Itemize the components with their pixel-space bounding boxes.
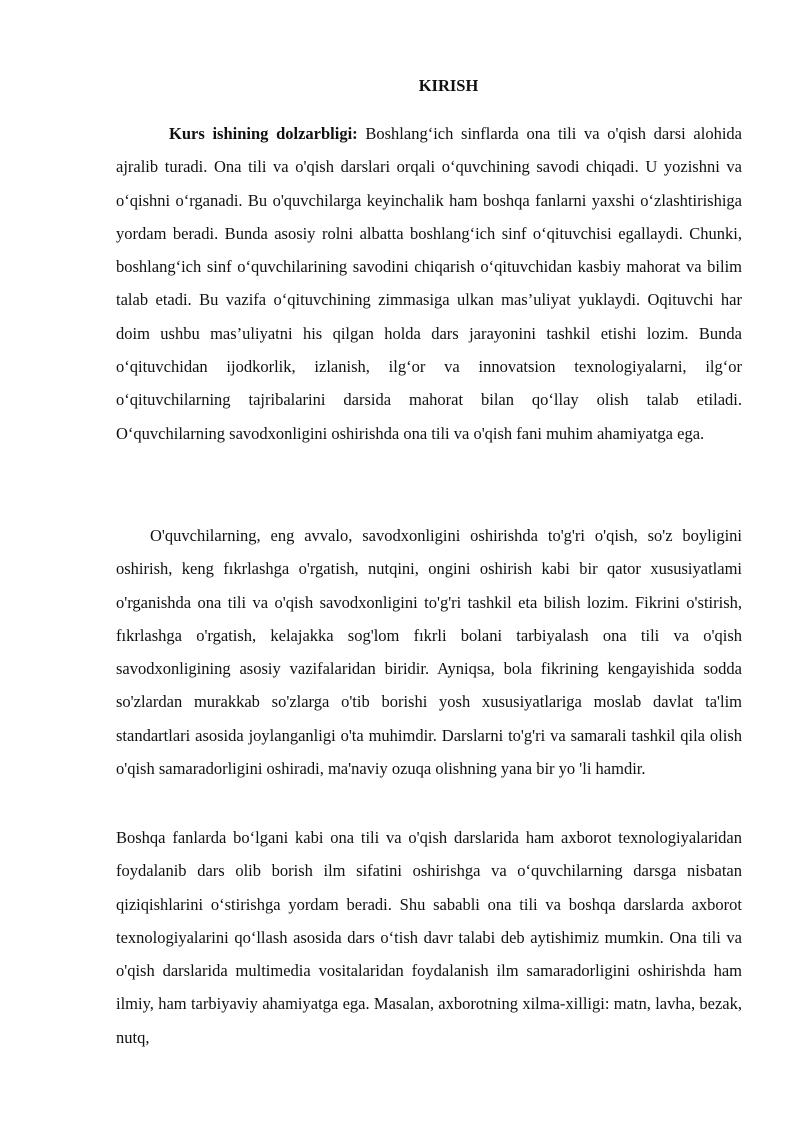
page-title: KIRISH xyxy=(418,76,479,95)
paragraph-body: Boshlang‘ich sinflarda ona tili va o'qish darsi alohida ajralib turadi. Ona tili va o'qish darslari orqali o‘quvchining savodi chiqadi. U yozishni va o‘qishni o‘rganadi. Bu o'quvchilarga keyinchalik ham boshqa fanlarni yaxshi o‘zlashtirishiga yordam beradi. Bunda asosiy rolni albatta boshlang‘ich sinf o‘qituvchisi egallaydi. Chunki, boshlang‘ich sinf o‘quvchilarining savodini chiqarish o‘qituvchidan kasbiy mahorat va bilim talab etadi. Bu vazifa o‘qituvchining zimmasiga ulkan mas’uliyat yuklaydi. Oqituvchi har doim ushbu mas’uliyatni his qilgan holda dars jarayonini tashkil etishi lozim. Bunda o‘qituvchidan ijodkorlik, izlanish, ilg‘or va innovatsion texnologiyalarni, ilg‘or o‘qituvchilarning tajribalarini darsida mahorat bilan qo‘llay olish talab etiladi. O‘quvchilarning savodxonligini oshirishda ona tili va o'qish fani muhim ahamiyatga ega. xyxy=(116,124,742,443)
paragraph-lead: Kurs ishining dolzarbligi: xyxy=(169,124,358,143)
paragraph-literacy: O'quvchilarning, eng avvalo, savodxonligini oshirishda to'g'ri o'qish, so'z boyligini oshirish, keng fıkrlashga o'rgatish, nutqini, ongini oshirish kabi bir qator xususiyatlami o'rganishda ona tili va o'qish savodxonligini to'g'ri tashkil eta bilish lozim. Fikrini o'stirish, fıkrlashga o'rgatish, kelajakka sog'lom fıkrli bolani tarbiyalash ona tili va o'qish savodxonligining asosiy vazifalaridan biridir. Ayniqsa, bola fikrining kengayishida sodda so'zlardan murakkab so'zlarga o'tib borishi yosh xususiyatlariga moslab davlat ta'lim standartlari asosida joylanganligi o'ta muhimdir. Darslarni to'g'ri va samarali tashkil qila olish o'qish samaradorligini oshiradi, ma'naviy ozuqa olishning yana bir yo 'li hamdir. xyxy=(116,526,742,779)
paragraph-relevance xyxy=(116,117,742,450)
paragraph-technology: Boshqa fanlarda bo‘lgani kabi ona tili va o'qish darslarida ham axborot texnologiyalaridan foydalanib dars olib borish ilm sifatini oshirishga va o‘quvchilarning darsga nisbatan qiziqishlarini o‘stirishga yordam beradi. Shu sababli ona tili va boshqa darslarda axborot texnologiyalarini qo‘llash asosida dars o‘tish davr talabi deb aytishimiz mumkin. Ona tili va o'qish darslarida multimedia vositalaridan foydalanish ilm samaradorligini oshirishda ham ilmiy, ham tarbiyaviy ahamiyatga ega. Masalan, axborotning xilma-xilligi: matn, lavha, bezak, nutq, xyxy=(116,828,742,1047)
